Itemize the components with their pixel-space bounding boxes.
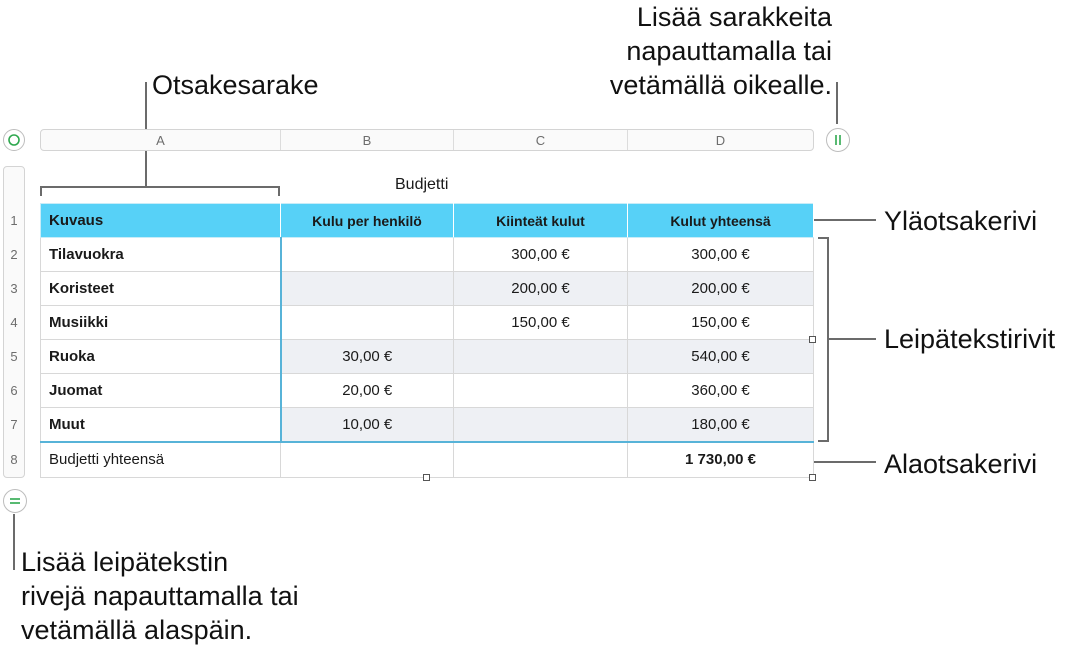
- table-cell[interactable]: 200,00 €: [454, 272, 628, 306]
- row-header-1[interactable]: 1: [10, 212, 18, 228]
- column-header-b[interactable]: B: [281, 130, 454, 150]
- header-column-bracket-left: [40, 186, 42, 196]
- table-cell[interactable]: [281, 306, 454, 340]
- resize-handle-corner[interactable]: [809, 474, 816, 481]
- header-column-bracket: [40, 186, 280, 188]
- header-column-callout: Otsakesarake: [152, 70, 319, 100]
- table-cell[interactable]: 150,00 €: [628, 306, 814, 340]
- table-cell[interactable]: 150,00 €: [454, 306, 628, 340]
- budget-table[interactable]: [40, 203, 814, 478]
- table-cell[interactable]: [281, 238, 454, 272]
- table-title[interactable]: Budjetti: [395, 176, 449, 193]
- footer-cell[interactable]: [454, 442, 628, 478]
- add-rows-line-2: rivejä napauttamalla tai: [21, 581, 299, 611]
- table-cell[interactable]: Tilavuokra: [41, 238, 281, 272]
- table-cell[interactable]: 540,00 €: [628, 340, 814, 374]
- table-cell[interactable]: Musiikki: [41, 306, 281, 340]
- row-handle-icon: [8, 495, 22, 507]
- table-cell[interactable]: 200,00 €: [628, 272, 814, 306]
- column-header-c[interactable]: C: [454, 130, 628, 150]
- body-rows-callout: Leipätekstirivit: [884, 324, 1056, 354]
- column-header-a[interactable]: A: [41, 130, 281, 150]
- table-cell[interactable]: [454, 340, 628, 374]
- footer-row-callout: Alaotsakerivi: [884, 449, 1038, 479]
- add-rows-button[interactable]: [3, 489, 27, 513]
- add-columns-line-2: napauttamalla tai: [626, 36, 832, 66]
- table-row: [41, 408, 814, 442]
- row-header-4[interactable]: 4: [10, 314, 18, 330]
- table-cell[interactable]: 30,00 €: [281, 340, 454, 374]
- header-cell[interactable]: Kulu per henkilö: [281, 204, 454, 238]
- table-cell[interactable]: 300,00 €: [454, 238, 628, 272]
- row-header-7[interactable]: 7: [10, 416, 18, 432]
- table-cell[interactable]: Juomat: [41, 374, 281, 408]
- resize-handle-right[interactable]: [809, 336, 816, 343]
- body-rows-leader: [828, 338, 876, 340]
- table-cell[interactable]: 300,00 €: [628, 238, 814, 272]
- select-table-button[interactable]: [3, 129, 25, 151]
- resize-handle-bottom[interactable]: [423, 474, 430, 481]
- table-row: [41, 340, 814, 374]
- row-header-5[interactable]: 5: [10, 348, 18, 364]
- add-rows-line-3: vetämällä alaspäin.: [21, 615, 253, 645]
- table-row: [41, 238, 814, 272]
- add-columns-line-1: Lisää sarakkeita: [636, 2, 832, 32]
- table-cell[interactable]: Koristeet: [41, 272, 281, 306]
- column-handle-icon: [832, 133, 844, 147]
- column-header-d[interactable]: D: [715, 132, 726, 148]
- row-header-3[interactable]: 3: [10, 280, 18, 296]
- table-cell[interactable]: 180,00 €: [628, 408, 814, 442]
- header-row-leader: [814, 219, 876, 221]
- add-columns-callout: [560, 0, 832, 102]
- table-row: [41, 306, 814, 340]
- footer-cell[interactable]: 1 730,00 €: [628, 442, 814, 478]
- row-header-2[interactable]: 2: [10, 246, 18, 262]
- table-row: [41, 272, 814, 306]
- row-header-bar[interactable]: [3, 166, 25, 478]
- add-rows-callout: [21, 545, 299, 647]
- table-row: [41, 374, 814, 408]
- row-header-8[interactable]: 8: [10, 451, 18, 467]
- table-cell[interactable]: Ruoka: [41, 340, 281, 374]
- table-cell[interactable]: 10,00 €: [281, 408, 454, 442]
- footer-row: [41, 442, 814, 478]
- table-cell[interactable]: Muut: [41, 408, 281, 442]
- body-rows-bracket-bottom: [818, 440, 828, 442]
- circle-icon: [7, 133, 21, 147]
- table-cell[interactable]: 20,00 €: [281, 374, 454, 408]
- header-cell[interactable]: Kulut yhteensä: [628, 204, 814, 238]
- header-cell[interactable]: Kiinteät kulut: [454, 204, 628, 238]
- table-cell[interactable]: [281, 272, 454, 306]
- header-row-callout: Yläotsakerivi: [884, 206, 1038, 236]
- table-cell[interactable]: [454, 408, 628, 442]
- footer-cell[interactable]: [281, 442, 454, 478]
- header-column-bracket-right: [278, 186, 280, 196]
- add-rows-leader: [13, 514, 15, 570]
- footer-cell[interactable]: Budjetti yhteensä: [41, 442, 281, 478]
- header-row: [41, 204, 814, 238]
- add-columns-button[interactable]: [826, 128, 850, 152]
- add-rows-line-1: Lisää leipätekstin: [21, 547, 229, 577]
- footer-row-leader: [814, 461, 876, 463]
- table-cell[interactable]: [454, 374, 628, 408]
- column-header-bar[interactable]: [40, 129, 814, 151]
- add-columns-leader: [836, 82, 838, 124]
- header-cell[interactable]: Kuvaus: [41, 204, 281, 238]
- table-cell[interactable]: 360,00 €: [628, 374, 814, 408]
- add-columns-line-3: vetämällä oikealle.: [609, 70, 832, 100]
- row-header-6[interactable]: 6: [10, 382, 18, 398]
